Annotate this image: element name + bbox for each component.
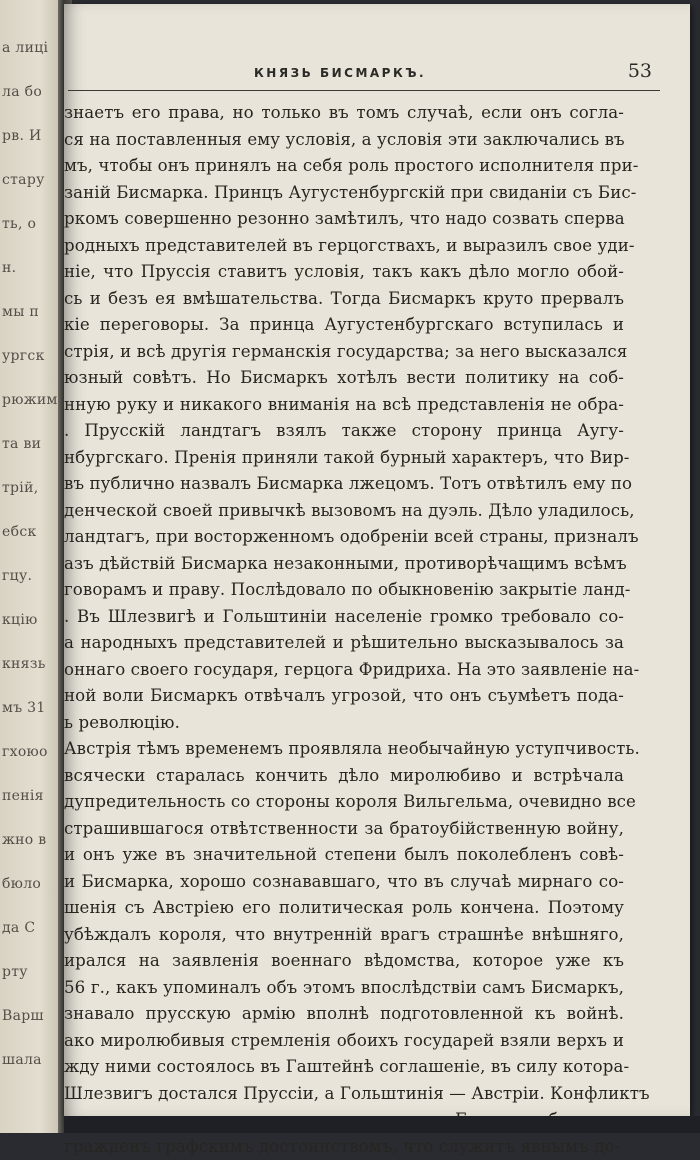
text-line: нбургскаго. Пренія приняли такой бурный характеръ, что Вир- bbox=[64, 445, 624, 472]
left-page-fragment: ть, о bbox=[2, 216, 36, 232]
text-line: . Въ Шлезвигѣ и Гольштиніи населеніе громко требовало со- bbox=[64, 604, 624, 631]
left-page-fragment: a лиці bbox=[2, 40, 48, 56]
left-page-fragment: Варш bbox=[2, 1008, 44, 1024]
text-line: въ публично назвалъ Бисмарка лжецомъ. Тотъ отвѣтилъ ему по bbox=[64, 471, 624, 498]
text-line: нную руку и никакого вниманія на всѣ представленія не обра- bbox=[64, 392, 624, 419]
left-page-fragment: ебск bbox=[2, 524, 37, 540]
text-line: . Прусскій ландтагъ взялъ также сторону принца Аугу- bbox=[64, 418, 624, 445]
text-line: и онъ уже въ значительной степени былъ поколебленъ совѣ- bbox=[64, 842, 624, 869]
left-page-fragment: мы п bbox=[2, 304, 39, 320]
text-line: шенія съ Австріею его политическая роль кончена. Поэтому bbox=[64, 895, 624, 922]
text-line: и Бисмарка, хорошо сознававшаго, что въ случаѣ мирнаго со- bbox=[64, 869, 624, 896]
text-line: азъ дѣйствій Бисмарка незаконными, противорѣчащимъ всѣмъ bbox=[64, 551, 624, 578]
left-page-fragment: гцу. bbox=[2, 568, 32, 584]
text-line: знавало прусскую армію вполнѣ подготовленной къ войнѣ. bbox=[64, 1001, 624, 1028]
left-page-fragment: рту bbox=[2, 964, 28, 980]
body-text bbox=[64, 100, 624, 1160]
text-line: стрія, и всѣ другія германскія государства; за него высказался bbox=[64, 339, 624, 366]
left-page-fragment: ургск bbox=[2, 348, 45, 364]
left-page-fragment: шала bbox=[2, 1052, 42, 1068]
book-page bbox=[64, 4, 690, 1116]
text-line: денческой своей привычкѣ вызовомъ на дуэль. Дѣло уладилось, bbox=[64, 498, 624, 525]
left-page-fragment: ла бо bbox=[2, 84, 42, 100]
running-title: КНЯЗЬ БИСМАРКЪ. bbox=[254, 66, 426, 80]
header-rule bbox=[68, 90, 660, 91]
left-page-fragment: гхоюо bbox=[2, 744, 48, 760]
text-line: ако миролюбивыя стремленія обоихъ государей взяли верхъ и bbox=[64, 1028, 624, 1055]
background-edge bbox=[64, 1116, 700, 1133]
text-line: страшившагося отвѣтственности за братоубійственную войну, bbox=[64, 816, 624, 843]
left-page-fragment: пенія bbox=[2, 788, 44, 804]
text-line: 56 г., какъ упоминалъ объ этомъ впослѣдствіи самъ Бисмаркъ, bbox=[64, 975, 624, 1002]
left-page-fragment: князь bbox=[2, 656, 46, 672]
left-page-fragment: жно в bbox=[2, 832, 46, 848]
left-page-fragment: бюло bbox=[2, 876, 41, 892]
left-page-fragment: трій, bbox=[2, 480, 38, 496]
text-line: жду ними состоялось въ Гаштейнѣ соглашеніе, въ силу котора- bbox=[64, 1054, 624, 1081]
text-line: ландтагъ, при восторженномъ одобреніи всей страны, призналъ bbox=[64, 524, 624, 551]
left-page-fragment: та ви bbox=[2, 436, 41, 452]
text-line: ирался на заявленія военнаго вѣдомства, которое уже къ bbox=[64, 948, 624, 975]
text-line: Шлезвигъ достался Пруссіи, а Гольштинія — Австріи. Конфликтъ bbox=[64, 1081, 624, 1108]
text-line: убѣждалъ короля, что внутренній врагъ страшнѣе внѣшняго, bbox=[64, 922, 624, 949]
text-line: ркомъ совершенно резонно замѣтилъ, что надо созвать сперва bbox=[64, 206, 624, 233]
text-line: гражденъ графскимъ достоинствомъ, что служитъ явнымъ до- bbox=[64, 1134, 624, 1160]
page-number: 53 bbox=[628, 60, 652, 82]
running-head bbox=[64, 60, 690, 90]
left-page-fragment: мъ 31 bbox=[2, 700, 46, 716]
left-page-fragment: рюжим bbox=[2, 392, 58, 408]
left-facing-page bbox=[0, 0, 66, 1133]
text-line: всячески старалась кончить дѣло миролюбиво и встрѣчала bbox=[64, 763, 624, 790]
text-line: знаетъ его права, но только въ томъ случаѣ, если онъ согла- bbox=[64, 100, 624, 127]
left-page-fragment: стару bbox=[2, 172, 45, 188]
text-line: родныхъ представителей въ герцогствахъ, и выразилъ свое уди- bbox=[64, 233, 624, 260]
text-line: ся на поставленныя ему условія, а условія эти заключались въ bbox=[64, 127, 624, 154]
text-line: ь революцію. bbox=[64, 710, 624, 737]
text-line: сь и безъ ея вмѣшательства. Тогда Бисмаркъ круто прервалъ bbox=[64, 286, 624, 313]
text-line: Австрія тѣмъ временемъ проявляла необычайную уступчивость. bbox=[64, 736, 624, 763]
left-page-fragment: рв. И bbox=[2, 128, 41, 144]
text-line: говорамъ и праву. Послѣдовало по обыкновенію закрытіе ланд- bbox=[64, 577, 624, 604]
text-line: мъ, чтобы онъ принялъ на себя роль простого исполнителя при- bbox=[64, 153, 624, 180]
text-line: оннаго своего государя, герцога Фридриха. На это заявленіе на- bbox=[64, 657, 624, 684]
left-page-fragment: кцію bbox=[2, 612, 38, 628]
text-line: а народныхъ представителей и рѣшительно высказывалось за bbox=[64, 630, 624, 657]
text-line: дупредительность со стороны короля Вильгельма, очевидно все bbox=[64, 789, 624, 816]
text-line: ніе, что Пруссія ставитъ условія, такъ какъ дѣло могло обой- bbox=[64, 259, 624, 286]
left-page-fragment: н. bbox=[2, 260, 16, 276]
text-line: заній Бисмарка. Принцъ Аугустенбургскій при свиданіи съ Бис- bbox=[64, 180, 624, 207]
text-line: ной воли Бисмаркъ отвѣчалъ угрозой, что онъ съумѣетъ пода- bbox=[64, 683, 624, 710]
text-line: кіе переговоры. За принца Аугустенбургскаго вступилась и bbox=[64, 312, 624, 339]
left-page-fragment: да С bbox=[2, 920, 35, 936]
text-line: юзный совѣтъ. Но Бисмаркъ хотѣлъ вести политику на соб- bbox=[64, 365, 624, 392]
